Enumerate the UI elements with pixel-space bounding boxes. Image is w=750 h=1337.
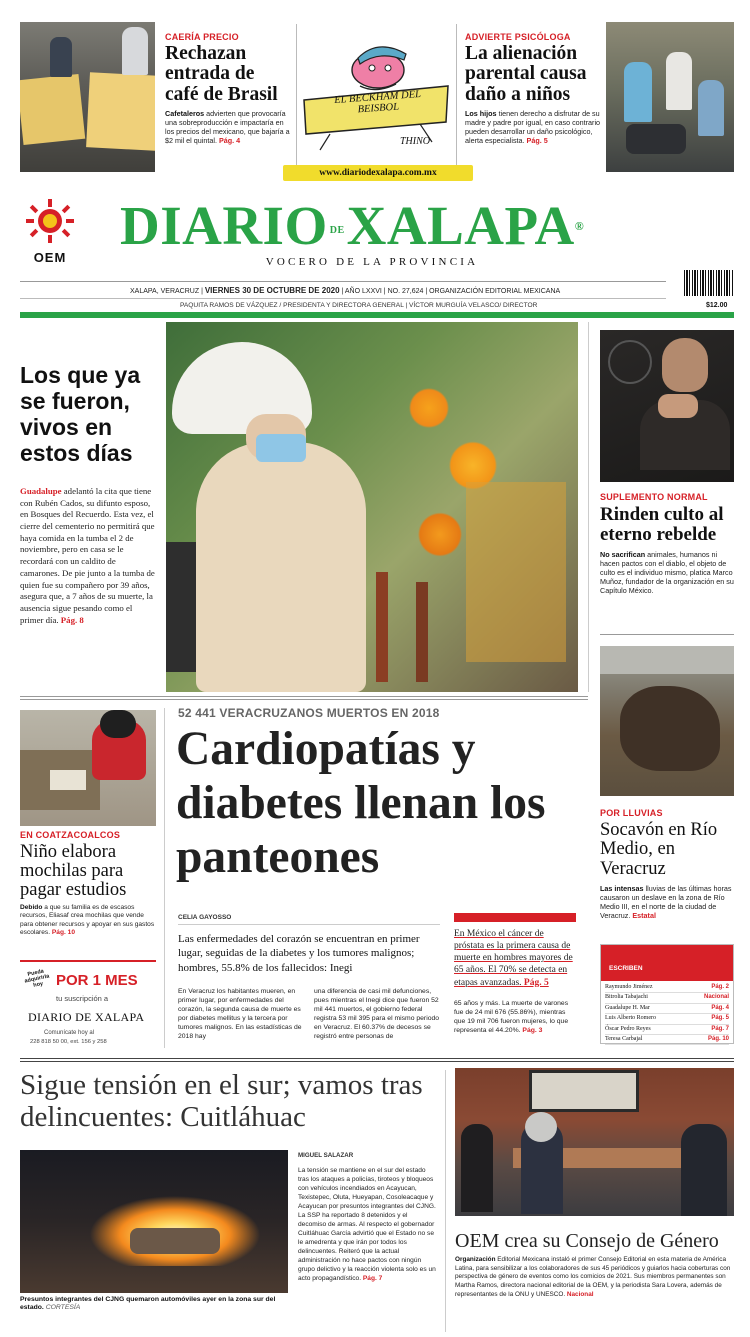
top-right-page[interactable]: Pág. 5 [526, 135, 548, 145]
prostate-box-text: En México el cáncer de próstata es la primera causa de muerte en hombres mayores de 65 años. El 70% se detecta en etapas avanzadas. [454, 929, 573, 988]
top-left-headline[interactable]: Rechazan entrada de café de Brasil [165, 43, 278, 105]
columnist-row[interactable] [605, 1035, 729, 1045]
columnist-page[interactable]: Pág. 4 [711, 1004, 729, 1011]
top-right-body: tienen derecho a disfrutar de su madre y padre por igual, en caso contrario pueden desarrollar un daño psicológico, alerta especialista. [465, 108, 601, 145]
masthead-city: XALAPA, VERACRUZ [130, 288, 200, 295]
prostate-box-page[interactable]: Pág. 5 [523, 977, 549, 988]
main-byline: CELIA GAYOSSO [178, 914, 232, 921]
columnists-header [601, 945, 733, 981]
protest-photo [20, 22, 155, 172]
main-col2: una diferencia de casi mil defunciones, pues mientras el Inegi dice que fueron 52 mil 441 muertos, el gobierno federal registra 53 mil 395 para el mismo periodo en Veracruz. El 60.37% de decesos se registró entre personas de [314, 988, 440, 1040]
oem-headline[interactable]: OEM crea su Consejo de Género [455, 1230, 719, 1252]
columnist-page[interactable]: Pág. 7 [711, 1025, 729, 1032]
masthead-title-de: DE [329, 225, 345, 237]
cartoon-author: THINO [400, 136, 431, 147]
promo-phone: 228 818 50 00, ext. 156 y 258 [30, 1039, 107, 1045]
mochilas-headline[interactable]: Niño elabora mochilas para pagar estudios [20, 842, 127, 901]
columnist-row[interactable] [605, 1004, 729, 1014]
masthead-number: NO. 27,624 [387, 288, 424, 295]
top-right-headline[interactable]: La alienación parental causa daño a niños [465, 43, 587, 105]
socavon-body: lluvias de las últimas horas causaron un deslave en la zona de Río Medio III, en el norte de la ciudad de Veracruz. [600, 884, 732, 921]
culto-photo [600, 330, 734, 482]
main-headline[interactable]: Cardiopatías y diabetes llenan los panteones [176, 723, 546, 884]
prostate-box[interactable] [454, 913, 576, 989]
bottom-body: La tensión se mantiene en el sur del estado tras los ataques a policías, tiroteos y bloqueos con vehículos incendiados en Acayucan, Texistepec, Oluta, Hueyapan, Cosoleacaque y Acayucan por presuntos integrantes del CJNG. La SSP ha reportado 8 detenidos y el decomiso de armas. Al respecto el gobernador Cuitláhuac García advirtió que el Estado no se le amedrenta y que irán por todos los delincuentes. Reiteró que la actual administración no hace pactos con ningún grupo delictivo y la reacción violenta solo es un acto propagandístico. [298, 1167, 436, 1283]
main-col1: En Veracruz los habitantes mueren, en primer lugar, por enfermedades del corazón, la segunda causa de muerte es por diabetes mellitus y la tercera por tumores malignos. En las estadísticas de 2018 hay [178, 988, 302, 1040]
top-left-lead: Cafetaleros [165, 108, 205, 118]
columnists-box [600, 944, 734, 1044]
children-photo [606, 22, 734, 172]
top-right-lead: Los hijos [465, 108, 497, 118]
masthead-green-rule [20, 312, 734, 318]
mochilas-page[interactable]: Pág. 10 [51, 928, 75, 936]
culto-kicker: SUPLEMENTO NORMAL [600, 492, 708, 502]
mochilas-kicker: EN COATZACOALCOS [20, 830, 121, 840]
main-col3: 65 años y más. La muerte de varones fue de 24 mil 676 (55.86%), mientras que 19 mil 706 fueron mujeres, lo que representa el 44.20%. [454, 1000, 569, 1034]
masthead-title-left: DIARIO [120, 195, 328, 256]
feature-headline[interactable]: Los que ya se fueron, vivos en estos días [20, 362, 141, 466]
socavon-lead: Las intensas [600, 884, 644, 894]
oem-body: Editorial Mexicana instaló el primer Consejo Editorial en esta materia de América Latina, para sensibilizar a los colaboradores de sus 45 periódicos y guiarlos hacia coberturas con perspectiva de género de eventos como los comicios de 2021. Sus miembros permanentes son Martha Ramos, directora nacional editorial de la OEM, y la periodista Sara Lovera, además de representantes de la ONU y UNESCO. [455, 1256, 731, 1298]
columnist-row[interactable] [605, 993, 729, 1003]
sun-emblem-icon [22, 197, 78, 247]
columnist-name: Bitrolia Tabajachi [605, 994, 648, 1001]
masthead-title-right: XALAPA [346, 195, 575, 256]
subscription-promo[interactable] [20, 960, 156, 1050]
promo-contact: Comunícate hoy al [44, 1030, 95, 1036]
promo-offer: POR 1 MES [56, 972, 138, 989]
burning-car-photo [20, 1150, 288, 1293]
feature-body: adelantó la cita que tiene con Rubén Cados, su difunto esposo, en Bosques del Recuerdo. Esta vez, el cierre del cementerio no permitirá que haya comida en la tumba el 2 de noviembre, pero en casa se le recordará con un caldito de camarones. De pie junto a la tumba de quien fue su compañero por 39 años, asegura que, a 7 años de su muerte, la ausencia sigue pesando como el primer día. [20, 486, 155, 625]
socavon-photo [600, 646, 734, 796]
culto-headline[interactable]: Rinden culto al eterno rebelde [600, 504, 724, 545]
masthead-date: VIERNES 30 DE OCTUBRE DE 2020 [204, 286, 340, 295]
website-url-bar[interactable] [283, 165, 473, 181]
columnists-header-label: ESCRIBEN [609, 965, 643, 972]
website-url[interactable]: www.diariodexalapa.com.mx [319, 168, 437, 178]
columnist-page[interactable]: Pág. 5 [711, 1015, 729, 1022]
mochilas-lead: Debido [20, 904, 43, 912]
oem-page[interactable]: Nacional [566, 1290, 594, 1298]
cemetery-photo [166, 322, 578, 692]
barcode [684, 270, 734, 296]
mochilas-photo [20, 710, 156, 826]
socavon-headline[interactable]: Socavón en Río Medio, en Veracruz [600, 820, 718, 879]
bottom-caption-credit: CORTESÍA [45, 1304, 81, 1312]
culto-lead: No sacrifican [600, 549, 646, 559]
socavon-kicker: POR LLUVIAS [600, 808, 663, 818]
top-right-kicker: ADVIERTE PSICÓLOGA [465, 32, 571, 42]
bottom-byline: MIGUEL SALAZAR [298, 1152, 354, 1159]
columnist-name: Raymundo Jiménez [605, 984, 653, 990]
feature-page[interactable]: Pág. 8 [60, 614, 84, 625]
cartoon [300, 30, 452, 160]
columnist-page[interactable]: Pág. 2 [711, 984, 729, 990]
bottom-headline[interactable]: Sigue tensión en el sur; vamos tras delincuentes: Cuitláhuac [20, 1069, 423, 1133]
culto-body: animales, humanos ni hacen pactos con el diablo, el objeto de culto es el individuo mismo, platica Marco Muñoz, fundador de la organización en su Capítulo México. [600, 549, 734, 595]
masthead-staff-line: PAQUITA RAMOS DE VÁZQUEZ / PRESIDENTA Y DIRECTORA GENERAL | VÍCTOR MURGUÍA VELASCO/ DIRECTOR [180, 302, 538, 309]
top-left-page[interactable]: Pág. 4 [218, 135, 241, 145]
columnist-page[interactable]: Nacional [703, 994, 729, 1001]
columnist-name: Guadalupe H. Mar [605, 1004, 650, 1011]
main-summary: Las enfermedades del corazón se encuentran en primer lugar, seguidas de la diabetes y los tumores malignos; hombres, 55.8% de los fallecidos: Inegi [178, 933, 420, 974]
columnist-name: Teresa Carbajal [605, 1036, 643, 1043]
masthead-year: AÑO LXXVI [344, 288, 382, 295]
mochilas-body: a que su familia es de escasos recursos, Eliasaf crea mochilas que vende para obtener recursos y apoyar en sus gastos escolares. [20, 904, 155, 936]
promo-sub: tu suscripción a [56, 994, 109, 1003]
bottom-page[interactable]: Pág. 7 [362, 1275, 383, 1283]
top-left-kicker: CAERÍA PRECIO [165, 32, 239, 42]
promo-paper: DIARIO DE XALAPA [28, 1010, 145, 1024]
oem-meeting-photo [455, 1068, 734, 1216]
bottom-caption: Presuntos integrantes del CJNG quemaron automóviles ayer en la zona sur del estado. [20, 1296, 276, 1312]
columnist-page[interactable]: Pág. 10 [707, 1036, 729, 1043]
registered-mark: ® [574, 219, 585, 233]
cartoon-title: EL BECKHAM DEL BEISBOL [333, 89, 422, 116]
masthead-title[interactable] [120, 195, 640, 262]
masthead-org: ORGANIZACIÓN EDITORIAL MEXICANA [429, 288, 561, 295]
oem-label: OEM [33, 250, 67, 265]
columnist-row[interactable] [605, 1025, 729, 1035]
price: $12.00 [706, 302, 728, 309]
columnist-name: Óscar Pedro Reyes [605, 1025, 651, 1032]
main-kicker: 52 441 VERACRUZANOS MUERTOS EN 2018 [178, 706, 440, 720]
columnist-name: Luis Alberto Romero [605, 1015, 656, 1022]
promo-stamp: Pueda adquirirla hoy [24, 968, 50, 989]
columnist-row[interactable] [605, 983, 729, 993]
feature-lead: Guadalupe [20, 486, 62, 496]
oem-lead: Organización [455, 1256, 496, 1263]
columnist-row[interactable] [605, 1014, 729, 1024]
top-left-body: advierten que provocaría una sobreproducción e impactaría en los precios del mexicano, que bajaría a $2 mil el quintal. [165, 108, 290, 145]
oem-logo [22, 197, 78, 263]
socavon-page[interactable]: Estatal [632, 911, 656, 921]
masthead-motto: VOCERO DE LA PROVINCIA [265, 256, 479, 268]
masthead-director: VÍCTOR MURGUÍA VELASCO/ DIRECTOR [409, 302, 538, 309]
main-col3-page[interactable]: Pág. 3 [522, 1026, 543, 1034]
masthead-president: PAQUITA RAMOS DE VÁZQUEZ / PRESIDENTA Y DIRECTORA GENERAL [180, 302, 404, 309]
masthead-info-line: XALAPA, VERACRUZ | VIERNES 30 DE OCTUBRE DE 2020 | AÑO LXXVI | NO. 27,624 | ORGANIZACIÓN EDITORIAL MEXICANA [130, 286, 561, 295]
